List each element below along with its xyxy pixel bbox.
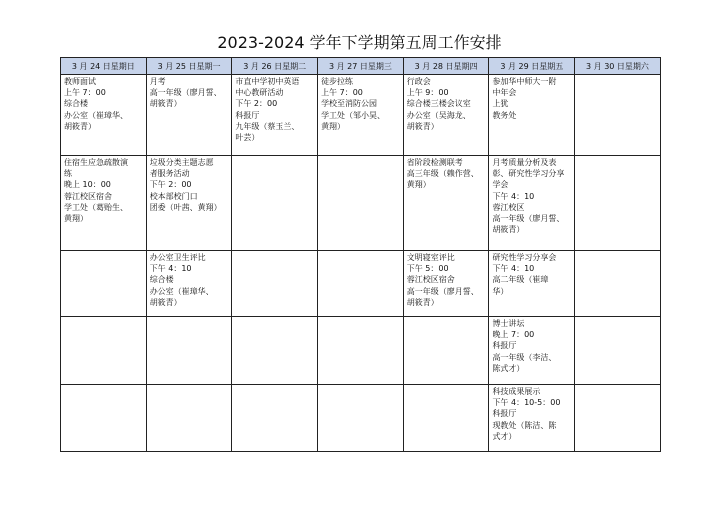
cell-line: 学工处（葛贻生、 bbox=[64, 202, 128, 212]
cell-line: 上犹 bbox=[492, 99, 509, 109]
cell-line: 叶芸） bbox=[235, 133, 260, 143]
cell-line: 上午 9：00 bbox=[406, 88, 449, 98]
cell-line: 月考 bbox=[149, 77, 166, 86]
cell-line: 蓉江校区 bbox=[492, 202, 525, 212]
header-cell: 3 月 26 日星期二 bbox=[232, 58, 318, 75]
cell-line: 科报厅 bbox=[492, 409, 517, 419]
cell-line: 月考质量分析及表 bbox=[492, 158, 557, 167]
cell-line: 高一年级（廖月誓、 bbox=[492, 214, 565, 224]
cell-line: 高一年级（廖月誓、 bbox=[406, 286, 479, 296]
cell-line: 黄翔） bbox=[406, 180, 431, 190]
cell-line: 教务处 bbox=[492, 110, 517, 120]
table-cell bbox=[575, 75, 661, 156]
table-cell bbox=[232, 317, 318, 385]
cell-line: 胡筱青） bbox=[492, 225, 525, 235]
cell-line: 下午 2：00 bbox=[235, 99, 278, 109]
cell-line: 下午 4：10 bbox=[492, 191, 535, 201]
cell-line: 综合楼三楼会议室 bbox=[406, 99, 471, 109]
table-cell bbox=[146, 385, 232, 452]
cell-line: 华） bbox=[492, 286, 509, 296]
cell-line: 胡筱青） bbox=[149, 99, 182, 109]
table-row bbox=[61, 317, 661, 385]
table-cell bbox=[575, 156, 661, 251]
cell-line: 住宿生应急疏散演 bbox=[64, 158, 128, 167]
table-cell bbox=[489, 251, 575, 317]
cell-line: 参加华中师大一附 bbox=[492, 77, 557, 86]
table-cell bbox=[61, 75, 147, 156]
header-cell: 3 月 29 日星期五 bbox=[489, 58, 575, 75]
cell-line: 行政会 bbox=[406, 77, 431, 86]
cell-line: 高二年级（崔璋 bbox=[492, 275, 549, 285]
table-cell bbox=[61, 317, 147, 385]
table-cell bbox=[403, 385, 489, 452]
table-cell bbox=[232, 385, 318, 452]
cell-line: 晚上 7：00 bbox=[492, 330, 535, 340]
table-cell bbox=[146, 156, 232, 251]
cell-line: 综合楼 bbox=[64, 99, 88, 109]
table-cell bbox=[489, 385, 575, 452]
table-cell bbox=[318, 156, 404, 251]
table-cell bbox=[403, 75, 489, 156]
cell-line: 垃圾分类主题志愿 bbox=[149, 158, 214, 167]
cell-line: 下午 4：10 bbox=[492, 264, 535, 274]
table-cell bbox=[61, 385, 147, 452]
cell-line: 文明寝室评比 bbox=[406, 253, 455, 262]
cell-line: 徒步拉练 bbox=[321, 77, 354, 86]
page-title: 2023-2024 学年下学期第五周工作安排 bbox=[217, 33, 502, 52]
cell-line: 黄翔） bbox=[321, 121, 346, 131]
header-cell: 3 月 24 日星期日 bbox=[61, 58, 147, 75]
cell-line: 蓉江校区宿舍 bbox=[64, 191, 112, 201]
cell-line: 办公室卫生评比 bbox=[149, 253, 206, 262]
cell-line: 办公室（吴海龙、 bbox=[406, 110, 471, 120]
cell-line: 学会 bbox=[492, 180, 509, 190]
table-cell bbox=[318, 251, 404, 317]
cell-line: 省阶段检测联考 bbox=[406, 158, 463, 167]
cell-line: 胡筱青） bbox=[149, 297, 182, 307]
cell-line: 下午 4：10-5：00 bbox=[492, 398, 561, 408]
table-row bbox=[61, 251, 661, 317]
table-cell bbox=[232, 251, 318, 317]
table-cell bbox=[575, 251, 661, 317]
cell-line: 胡筱青） bbox=[406, 121, 439, 131]
cell-line: 练 bbox=[64, 169, 72, 179]
header-row bbox=[61, 58, 661, 75]
table-cell bbox=[146, 317, 232, 385]
table-row bbox=[61, 385, 661, 452]
cell-line: 科报厅 bbox=[235, 110, 260, 120]
cell-line: 上午 7：00 bbox=[321, 88, 363, 98]
cell-line: 上午 7：00 bbox=[64, 88, 106, 98]
cell-line: 胡筱青） bbox=[406, 297, 439, 307]
table-cell bbox=[232, 75, 318, 156]
table-cell bbox=[489, 75, 575, 156]
table-cell bbox=[403, 317, 489, 385]
table-cell bbox=[489, 156, 575, 251]
cell-line: 办公室（崔璋华、 bbox=[64, 110, 128, 120]
cell-line: 陈式才） bbox=[492, 363, 525, 373]
table-cell bbox=[318, 317, 404, 385]
cell-line: 式才） bbox=[492, 431, 517, 441]
cell-line: 下午 4：10 bbox=[149, 264, 192, 274]
table-row bbox=[61, 75, 661, 156]
table-cell bbox=[232, 156, 318, 251]
cell-line: 学工处（邹小昊、 bbox=[321, 110, 386, 120]
header-cell: 3 月 25 日星期一 bbox=[146, 58, 232, 75]
cell-line: 黄翔） bbox=[64, 214, 88, 224]
cell-line: 高一年级（李洁、 bbox=[492, 352, 557, 362]
cell-line: 市直中学初中英语 bbox=[235, 77, 300, 86]
table-cell bbox=[318, 385, 404, 452]
cell-line: 高三年级（赖作营、 bbox=[406, 169, 479, 179]
cell-line: 高一年级（廖月誓、 bbox=[149, 88, 222, 98]
schedule-table bbox=[60, 57, 661, 452]
table-cell bbox=[61, 251, 147, 317]
cell-line: 胡筱青） bbox=[64, 121, 96, 131]
cell-line: 科报厅 bbox=[492, 341, 517, 351]
cell-line: 下午 2：00 bbox=[149, 180, 192, 190]
cell-line: 办公室（崔璋华、 bbox=[149, 286, 214, 296]
cell-line: 现教处（陈洁、陈 bbox=[492, 420, 557, 430]
cell-line: 下午 5：00 bbox=[406, 264, 449, 274]
table-row bbox=[61, 156, 661, 251]
cell-line: 教师面试 bbox=[64, 77, 96, 86]
cell-line: 晚上 10：00 bbox=[64, 180, 111, 190]
table-cell bbox=[575, 385, 661, 452]
table-cell bbox=[146, 251, 232, 317]
table-cell bbox=[489, 317, 575, 385]
cell-line: 中年会 bbox=[492, 88, 517, 98]
cell-line: 科技成果展示 bbox=[492, 387, 541, 396]
cell-line: 九年级（蔡玉兰、 bbox=[235, 121, 300, 131]
cell-line: 彰、研究性学习分享 bbox=[492, 169, 565, 179]
cell-line: 综合楼 bbox=[149, 275, 174, 285]
cell-line: 校本部校门口 bbox=[149, 191, 198, 201]
table-cell bbox=[146, 75, 232, 156]
table-cell bbox=[403, 251, 489, 317]
header-cell: 3 月 28 日星期四 bbox=[403, 58, 489, 75]
cell-line: 团委（叶茜、黄翔） bbox=[149, 202, 222, 212]
table-cell bbox=[318, 75, 404, 156]
cell-line: 学校至消防公园 bbox=[321, 99, 378, 109]
cell-line: 中心教研活动 bbox=[235, 88, 284, 98]
header-cell: 3 月 30 日星期六 bbox=[575, 58, 661, 75]
cell-line: 者服务活动 bbox=[149, 169, 190, 179]
cell-line: 蓉江校区宿舍 bbox=[406, 275, 455, 285]
cell-line: 研究性学习分享会 bbox=[492, 253, 557, 262]
header-cell: 3 月 27 日星期三 bbox=[318, 58, 404, 75]
table-cell bbox=[575, 317, 661, 385]
table-cell bbox=[403, 156, 489, 251]
cell-line: 博士讲坛 bbox=[492, 319, 525, 328]
table-cell bbox=[61, 156, 147, 251]
